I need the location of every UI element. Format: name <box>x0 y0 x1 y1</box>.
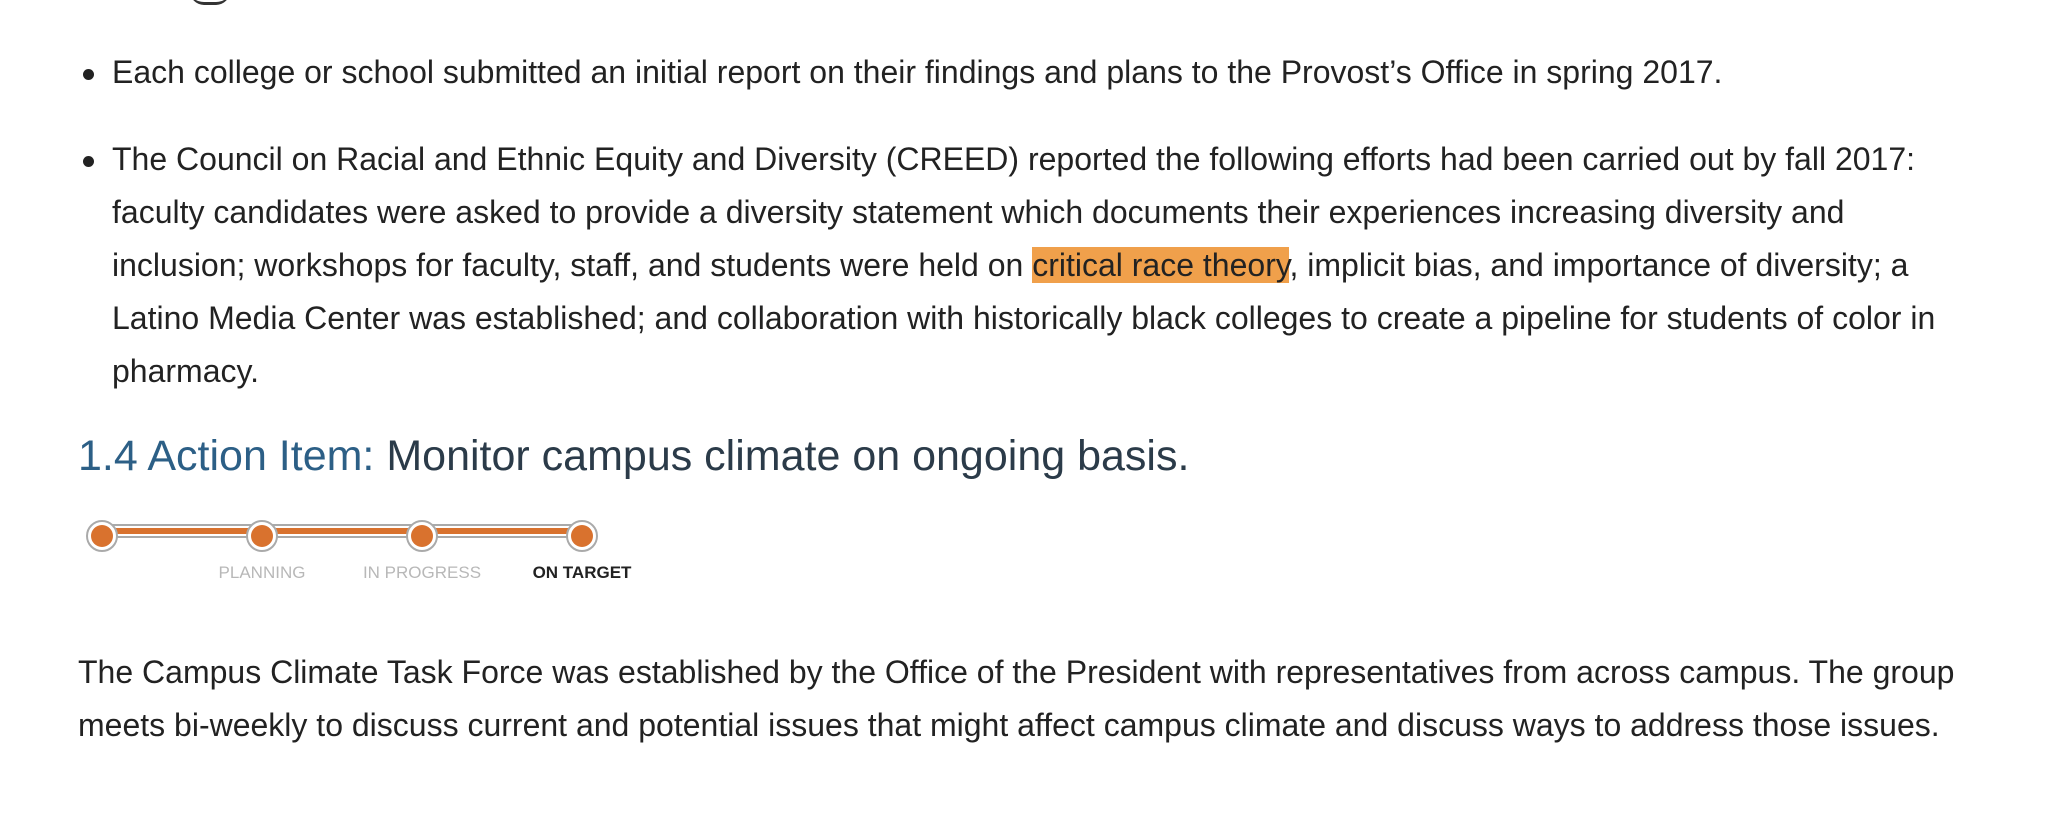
bullet-list <box>80 46 1960 432</box>
step-label-in-progress: IN PROGRESS <box>362 563 482 582</box>
action-item-text: Monitor campus climate on ongoing basis. <box>386 432 1190 480</box>
step-label-on-target: ON TARGET <box>532 563 632 582</box>
progress-tracker <box>82 516 642 596</box>
action-item-label: 1.4 Action Item: <box>78 432 375 480</box>
progress-node-start <box>91 525 113 547</box>
step-label-planning: PLANNING <box>218 563 306 582</box>
bullet-text: The Council on Racial and Ethnic Equity and Diversity (CREED) reported the following efforts had been carried out by fall 2017: faculty candidates were asked to provide a diversity statement which documents their experiences increasing diversity and inclusion; workshops for faculty, staff, and students were held on <box>112 141 1916 283</box>
list-item <box>80 133 1960 398</box>
body-paragraph: The Campus Climate Task Force was established by the Office of the President with representatives from across campus. The group meets bi-weekly to discuss current and potential issues that might affect campus climate and discuss ways to address those issues. <box>78 654 1955 743</box>
progress-node-in-progress <box>411 525 433 547</box>
bullet-text: Each college or school submitted an initial report on their findings and plans to the Provost’s Office in spring 2017. <box>112 54 1723 90</box>
bullet-text-continued: , implicit bias, and importance of diversity; a Latino Media Center was established; and collaboration with historically black colleges to create a pipeline for students of color in pharmacy. <box>112 247 1936 389</box>
action-item-heading <box>78 430 1189 482</box>
highlighted-text: critical race theory <box>1032 247 1290 283</box>
progress-track <box>82 516 642 556</box>
list-item <box>80 46 1960 99</box>
progress-node-planning <box>251 525 273 547</box>
progress-fill <box>102 528 582 534</box>
cropped-text-fragment <box>190 0 230 5</box>
progress-node-on-target <box>571 525 593 547</box>
